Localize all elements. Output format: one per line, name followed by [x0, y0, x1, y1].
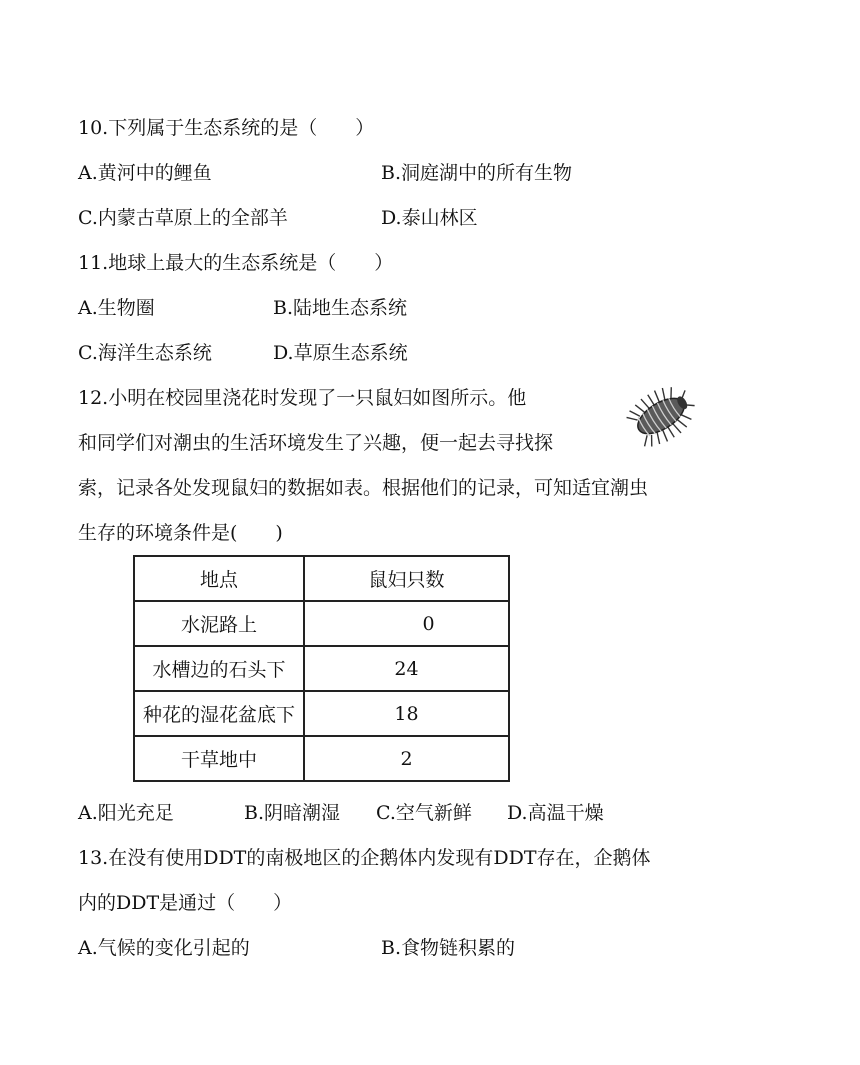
- pill-bug-image: [625, 385, 697, 447]
- table-cell-location: 干草地中: [134, 736, 304, 781]
- q10-option-a: A.黄河中的鲤鱼: [78, 162, 212, 184]
- q13-stem-line-1: 13.在没有使用DDT的南极地区的企鹅体内发现有DDT存在，企鹅体: [78, 847, 651, 869]
- q11-option-d: D.草原生态系统: [273, 342, 408, 364]
- q12-option-d: D.高温干燥: [507, 802, 604, 824]
- table-cell-count: 18: [304, 691, 509, 736]
- table-header-row: [134, 556, 509, 601]
- q12-stem-line-1: 12.小明在校园里浇花时发现了一只鼠妇如图所示。他: [78, 387, 527, 409]
- q12-stem-line-4: 生存的环境条件是( ): [78, 522, 283, 544]
- table-cell-count: 24: [304, 646, 509, 691]
- q11-option-c: C.海洋生态系统: [78, 342, 212, 364]
- q10-option-d: D.泰山林区: [381, 207, 478, 229]
- table-cell-count: 2: [304, 736, 509, 781]
- table-row: [134, 736, 509, 781]
- q12-option-c: C.空气新鲜: [376, 802, 472, 824]
- q13-option-a: A.气候的变化引起的: [78, 937, 250, 959]
- q11-stem: 11.地球上最大的生态系统是（ ）: [78, 252, 394, 274]
- q12-option-a: A.阳光充足: [78, 802, 174, 824]
- table-row: [134, 691, 509, 736]
- q13-stem-line-2: 内的DDT是通过（ ）: [78, 892, 293, 914]
- q13-option-b: B.食物链积累的: [381, 937, 516, 959]
- q11-option-a: A.生物圈: [78, 297, 155, 319]
- table-cell-location: 种花的湿花盆底下: [134, 691, 304, 736]
- table-cell-count: 0: [304, 601, 509, 646]
- q10-option-b: B.洞庭湖中的所有生物: [381, 162, 573, 184]
- q11-option-b: B.陆地生态系统: [273, 297, 408, 319]
- table-header-location: 地点: [134, 556, 304, 601]
- pill-bug-count-table: [133, 555, 510, 782]
- table-row: [134, 646, 509, 691]
- q10-stem: 10.下列属于生态系统的是（ ）: [78, 117, 375, 139]
- q12-stem-line-3: 索，记录各处发现鼠妇的数据如表。根据他们的记录，可知适宜潮虫: [78, 477, 649, 499]
- table-row: [134, 601, 509, 646]
- table-cell-location: 水泥路上: [134, 601, 304, 646]
- table-header-count: 鼠妇只数: [304, 556, 509, 601]
- q10-option-c: C.内蒙古草原上的全部羊: [78, 207, 288, 229]
- table-cell-location: 水槽边的石头下: [134, 646, 304, 691]
- q12-option-b: B.阴暗潮湿: [244, 802, 341, 824]
- q12-stem-line-2: 和同学们对潮虫的生活环境发生了兴趣，便一起去寻找探: [78, 432, 554, 454]
